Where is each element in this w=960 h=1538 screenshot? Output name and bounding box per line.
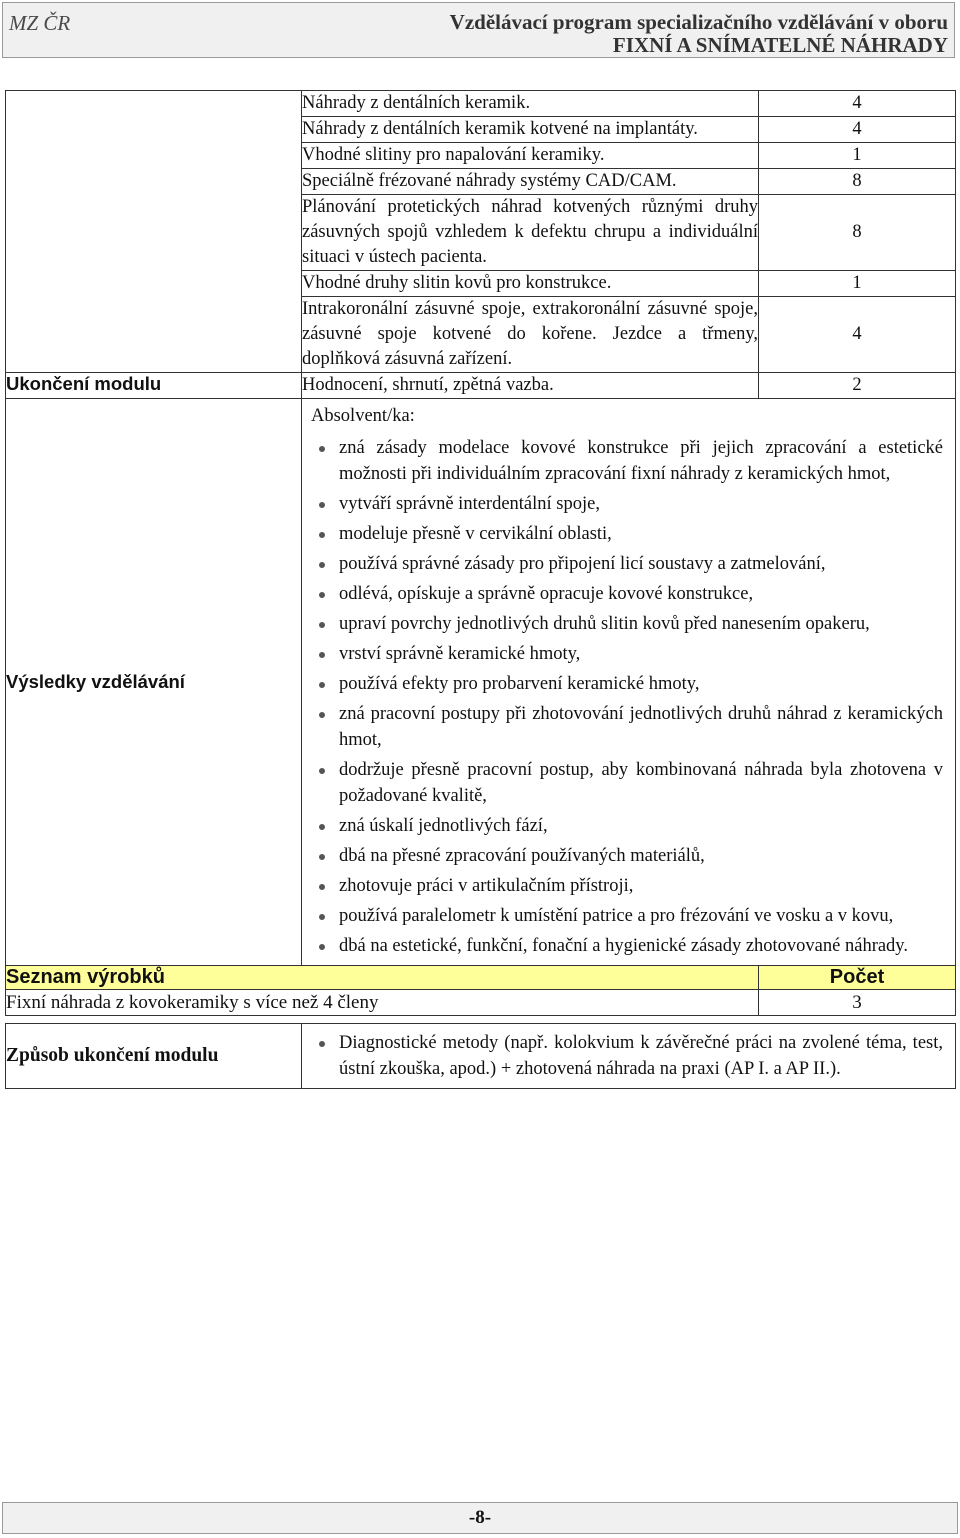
list-item: zná úskalí jednotlivých fází, <box>339 813 943 839</box>
vyrobky-header-row <box>6 966 956 990</box>
topic-text: Intrakoronální zásuvné spoje, extrakoronální zásuvné spoje, zásuvné spoje kotvené do kořene. Jezdce a třmeny, doplňková zásuvná zařízení. <box>302 297 759 373</box>
list-item: vytváří správně interdentální spoje, <box>339 491 943 517</box>
list-item: používá správné zásady pro připojení licí soustavy a zatmelování, <box>339 551 943 577</box>
vysledky-label: Výsledky vzdělávání <box>6 399 302 966</box>
list-item: zhotovuje práci v artikulačním přístroji, <box>339 873 943 899</box>
spacer-row <box>6 1016 956 1024</box>
list-item: používá paralelometr k umístění patrice a pro frézování ve vosku a v kovu, <box>339 903 943 929</box>
list-item: dodržuje přesně pracovní postup, aby kombinovaná náhrada byla zhotovena v požadované kvalitě, <box>339 757 943 809</box>
page-footer <box>2 1502 958 1534</box>
vyrobky-count-label: Počet <box>759 966 956 990</box>
topic-hours: 8 <box>759 195 956 271</box>
topic-hours: 1 <box>759 143 956 169</box>
zpusob-row <box>6 1024 956 1089</box>
list-item: upraví povrchy jednotlivých druhů slitin kovů před nanesením opakeru, <box>339 611 943 637</box>
page-number: -8- <box>468 1507 492 1528</box>
ukonceni-label: Ukončení modulu <box>6 373 302 399</box>
zpusob-list <box>302 1030 955 1082</box>
vysledky-list <box>302 435 955 959</box>
list-item: odlévá, opískuje a správně opracuje kovové konstrukce, <box>339 581 943 607</box>
header-title-line1: Vzdělávací program specializačního vzdělávání v oboru <box>449 10 948 34</box>
zpusob-label: Způsob ukončení modulu <box>6 1024 302 1089</box>
topic-text: Speciálně frézované náhrady systémy CAD/CAM. <box>302 169 759 195</box>
list-item: vrství správně keramické hmoty, <box>339 641 943 667</box>
vysledky-intro: Absolvent/ka: <box>311 406 415 426</box>
topic-hours: 4 <box>759 91 956 117</box>
ukonceni-hours: 2 <box>759 373 956 399</box>
topic-text: Náhrady z dentálních keramik kotvené na implantáty. <box>302 117 759 143</box>
page-header <box>2 2 955 58</box>
module-table <box>5 90 956 1089</box>
ukonceni-text: Hodnocení, shrnutí, zpětná vazba. <box>302 373 759 399</box>
ukonceni-row <box>6 373 956 399</box>
topic-text: Náhrady z dentálních keramik. <box>302 91 759 117</box>
list-item: používá efekty pro probarvení keramické hmoty, <box>339 671 943 697</box>
topic-hours: 4 <box>759 297 956 373</box>
vyrobky-item: Fixní náhrada z kovokeramiky s více než 4 členy <box>6 990 759 1016</box>
header-left: MZ ČR <box>9 11 71 35</box>
vysledky-content <box>302 399 956 966</box>
vyrobky-count: 3 <box>759 990 956 1016</box>
list-item: dbá na estetické, funkční, fonační a hygienické zásady zhotovované náhrady. <box>339 933 943 959</box>
topic-row <box>6 91 956 117</box>
vysledky-row <box>6 399 956 966</box>
topic-hours: 1 <box>759 271 956 297</box>
topic-text: Vhodné slitiny pro napalování keramiky. <box>302 143 759 169</box>
empty-label-cell <box>6 91 302 373</box>
vyrobky-row <box>6 990 956 1016</box>
zpusob-content <box>302 1024 956 1089</box>
list-item: dbá na přesné zpracování používaných materiálů, <box>339 843 943 869</box>
list-item: Diagnostické metody (např. kolokvium k závěrečné práci na zvolené téma, test, ústní zkouška, apod.) + zhotovená náhrada na praxi (AP I. a AP II.). <box>339 1030 943 1082</box>
topic-text: Vhodné druhy slitin kovů pro konstrukce. <box>302 271 759 297</box>
list-item: zná zásady modelace kovové konstrukce při jejich zpracování a estetické možnosti při individuálním zpracování fixní náhrady z keramických hmot, <box>339 435 943 487</box>
list-item: modeluje přesně v cervikální oblasti, <box>339 521 943 547</box>
topic-text: Plánování protetických náhrad kotvených různými druhy zásuvných spojů vzhledem k defektu chrupu a individuální situaci v ústech pacienta. <box>302 195 759 271</box>
topic-hours: 8 <box>759 169 956 195</box>
vyrobky-label: Seznam výrobků <box>6 966 759 990</box>
header-title-line2: FIXNÍ A SNÍMATELNÉ NÁHRADY <box>612 33 948 57</box>
list-item: zná pracovní postupy při zhotovování jednotlivých druhů náhrad z keramických hmot, <box>339 701 943 753</box>
topic-hours: 4 <box>759 117 956 143</box>
header-right <box>450 11 948 57</box>
